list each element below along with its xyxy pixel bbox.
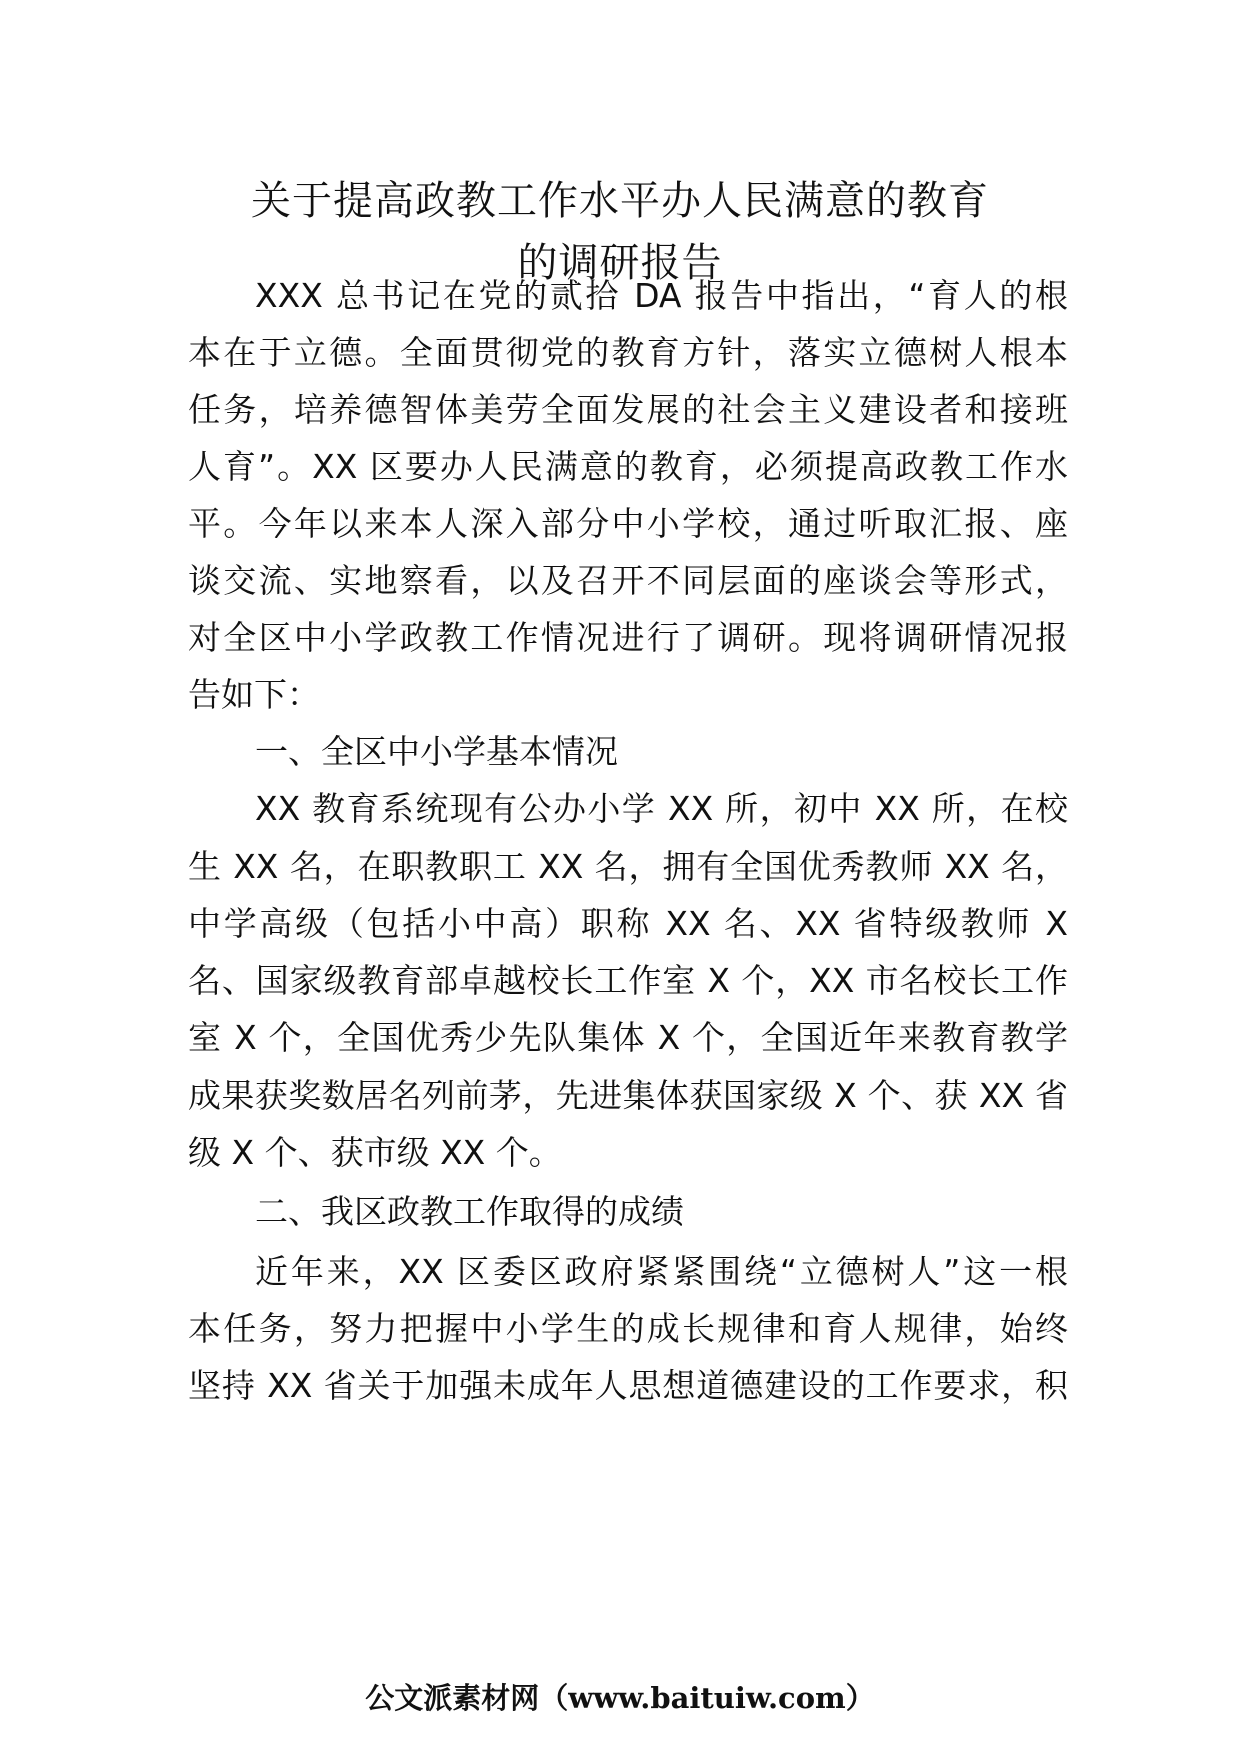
paragraph-1-line: 告如下： [188, 675, 320, 714]
paragraph-2-line: 名、国家级教育部卓越校长工作室 X 个，XX 市名校长工作 [188, 961, 1068, 1000]
paragraph-3-line: 坚持 XX 省关于加强未成年人思想道德建设的工作要求，积 [188, 1366, 1068, 1405]
section-heading-2: 二、我区政教工作取得的成绩 [255, 1192, 684, 1231]
paragraph-1-line: 平。今年以来本人深入部分中小学校，通过听取汇报、座 [188, 504, 1068, 543]
footer-watermark: 公文派素材网（www.baituiw.com） [365, 1681, 875, 1715]
paragraph-1-line: 谈交流、实地察看，以及召开不同层面的座谈会等形式， [188, 561, 1068, 600]
paragraph-2-line: 成果获奖数居名列前茅，先进集体获国家级 X 个、获 XX 省 [188, 1076, 1068, 1115]
document-title-line-2: 的调研报告 [517, 240, 723, 286]
paragraph-2-line: 中学高级（包括小中高）职称 XX 名、XX 省特级教师 X [188, 904, 1068, 943]
paragraph-3-line: 近年来，XX 区委区政府紧紧围绕“立德树人”这一根 [255, 1252, 1068, 1291]
paragraph-2-line: 室 X 个，全国优秀少先队集体 X 个，全国近年来教育教学 [188, 1018, 1068, 1057]
paragraph-1-line: XXX 总书记在党的贰拾 DA 报告中指出，“育人的根 [255, 276, 1068, 315]
document-title-line-1: 关于提高政教工作水平办人民满意的教育 [251, 178, 989, 224]
section-heading-1: 一、全区中小学基本情况 [255, 732, 618, 771]
paragraph-1-line: 人育”。XX 区要办人民满意的教育，必须提高政教工作水 [188, 447, 1068, 486]
paragraph-2-line: 级 X 个、获市级 XX 个。 [188, 1133, 562, 1172]
paragraph-1-line: 对全区中小学政教工作情况进行了调研。现将调研情况报 [188, 618, 1068, 657]
paragraph-1-line: 本在于立德。全面贯彻党的教育方针，落实立德树人根本 [188, 333, 1068, 372]
paragraph-3-line: 本任务，努力把握中小学生的成长规律和育人规律，始终 [188, 1309, 1068, 1348]
paragraph-1-line: 任务，培养德智体美劳全面发展的社会主义建设者和接班 [188, 390, 1068, 429]
paragraph-2-line: 生 XX 名，在职教职工 XX 名，拥有全国优秀教师 XX 名， [188, 847, 1068, 886]
paragraph-2-line: XX 教育系统现有公办小学 XX 所，初中 XX 所，在校 [255, 789, 1068, 828]
